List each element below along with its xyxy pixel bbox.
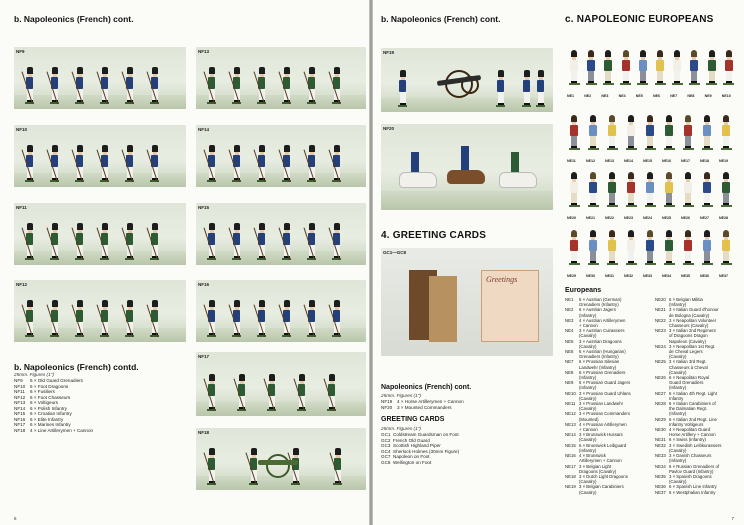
item-code: NE35: [655, 473, 666, 479]
right-page: [373, 0, 744, 525]
product-photo-nf17: [196, 352, 366, 416]
item-text: 6 × Italian 4th Regt. Light: [669, 390, 717, 396]
europeans-list-col2: [655, 297, 721, 495]
european-code-label: NE30: [586, 274, 595, 278]
europeans-list-heading: Europeans: [565, 287, 602, 294]
horse: [499, 172, 537, 188]
european-figure: [642, 115, 658, 155]
item-text: 6 × Polish Infantry: [30, 405, 67, 411]
european-code-label: NE27: [700, 216, 709, 220]
photo-code: GC1—GC8: [383, 250, 407, 255]
item-code: NE10: [565, 390, 576, 396]
item-text: 3 × Danish Chasseurs: [669, 453, 712, 459]
french-cont-heading: Napoleonics (French) cont.: [381, 384, 472, 391]
item-code: NF15: [14, 411, 26, 416]
item-code: NF9: [14, 378, 23, 383]
european-code-label: NE24: [643, 216, 652, 220]
right-folio: 7: [731, 516, 734, 521]
item-text: 6 × Foot Dragoons: [30, 383, 69, 389]
item-code: GC8: [381, 459, 391, 465]
product-photo-nf19: [381, 48, 553, 112]
european-figure: [661, 115, 677, 155]
item-text: 4 × Horse Artillerymen + Cannon: [397, 399, 464, 404]
item-code: NE33: [655, 453, 666, 459]
photo-code: NF18: [198, 430, 210, 435]
item-text: 6 × Voltigeurs: [30, 400, 58, 405]
item-code: NE15: [565, 442, 576, 448]
european-figure: [604, 230, 620, 270]
gc-list: [381, 432, 459, 465]
cannon-barrel: [258, 460, 298, 465]
item-text: Napoleon on Foot: [393, 454, 430, 459]
item-code: NE32: [655, 442, 666, 448]
european-code-label: NE5: [635, 94, 643, 98]
list-item: [381, 405, 464, 411]
item-code: NE22: [655, 317, 666, 323]
item-code: GC2: [381, 437, 391, 443]
left-list-scale: 25mm. Figures (1"): [14, 372, 54, 377]
europeans-list-col1: [565, 297, 631, 495]
left-page-heading: b. Napoleonics (French) cont.: [14, 14, 134, 24]
item-code: NE26: [655, 375, 666, 381]
item-text: (Infantry): [579, 385, 597, 391]
item-text: 6 × Russian Grenadiers of: [669, 463, 720, 469]
item-text: 3 × Belgian Light: [579, 463, 612, 469]
european-code-label: NE28: [719, 216, 728, 220]
product-photo-nf20: [381, 124, 553, 210]
item-text: Guard Grenadiers: [669, 380, 704, 386]
item-code: NF18: [14, 427, 26, 433]
european-code-label: NE2: [584, 94, 592, 98]
european-figure: [642, 172, 658, 212]
european-code-label: NE31: [605, 274, 614, 278]
item-text: 6 × Italian 2nd Regt. Line: [669, 416, 717, 422]
left-product-list: [14, 378, 93, 433]
european-figure: [718, 115, 734, 155]
item-text: (Infantry): [669, 385, 687, 391]
item-text: (Infantry): [579, 375, 597, 381]
item-text: 6 × Croatian Infantry: [30, 411, 72, 416]
item-code: NE8: [565, 369, 574, 375]
item-code: NE16: [565, 453, 576, 459]
european-figure: [604, 115, 620, 155]
item-text: de Cheval Legers: [669, 349, 703, 355]
item-text: 3 × Neapolitan 1st Regt.: [669, 343, 716, 349]
european-code-label: NE37: [719, 274, 728, 278]
item-code: NE21: [655, 307, 666, 313]
european-code-label: NE36: [700, 274, 709, 278]
item-code: NE9: [565, 380, 574, 386]
european-figure: [699, 115, 715, 155]
gc-heading: GREETING CARDS: [381, 416, 445, 423]
item-code: NE11: [565, 401, 576, 407]
item-text: Dragoons (Cavalry): [579, 468, 617, 474]
european-figure: [699, 230, 715, 270]
european-code-label: NE13: [605, 159, 614, 163]
item-text: (Cavalry): [669, 369, 687, 375]
european-figure: [721, 50, 737, 90]
item-text: (Cavalry): [579, 343, 597, 349]
european-figure: [618, 50, 634, 90]
item-text: Pavlov Guard (Infantry): [669, 468, 714, 474]
european-figure: [718, 230, 734, 270]
item-text: 6 × Neapolitan Royal: [669, 375, 710, 381]
right-page-heading-left: b. Napoleonics (French) cont.: [381, 14, 501, 24]
item-code: NE27: [655, 390, 666, 396]
item-code: NE12: [565, 411, 576, 417]
european-code-label: NE26: [681, 216, 690, 220]
item-code: NE6: [565, 349, 574, 355]
european-code-label: NE34: [662, 274, 671, 278]
item-text: (Cavalry): [579, 437, 597, 443]
item-text: 6 × Marines Infantry: [30, 422, 71, 427]
product-photo-nf16: [196, 280, 366, 342]
horse: [399, 172, 437, 188]
list-item: [381, 460, 459, 466]
european-figure: [680, 115, 696, 155]
photo-code: NF20: [383, 126, 395, 131]
european-figure: [566, 230, 582, 270]
figure: [497, 70, 504, 107]
photo-code: NF19: [383, 50, 395, 55]
european-figure: [566, 172, 582, 212]
european-code-label: NE6: [653, 94, 660, 98]
item-text: 6 × Austrian (Hungarian): [579, 349, 626, 355]
item-text: 3 × Neapolitan Volunteer: [669, 317, 717, 323]
item-text: (Infantry): [669, 302, 687, 308]
photo-code: NF13: [198, 49, 210, 54]
item-text: 3 × Italian Guard d'honour: [669, 307, 719, 313]
item-text: (Infantry): [579, 312, 597, 318]
european-code-label: NE11: [567, 159, 576, 163]
left-page: [0, 0, 369, 525]
cannon-wheel: [266, 454, 290, 478]
item-code: NF20: [381, 404, 393, 410]
european-code-label: NE15: [643, 159, 652, 163]
european-figure: [661, 230, 677, 270]
european-figure: [718, 172, 734, 212]
european-code-label: NE19: [719, 159, 728, 163]
item-code: NE14: [565, 432, 576, 438]
figure: [537, 70, 544, 107]
european-figure: [604, 172, 620, 212]
item-text: 6 × Old Guard Grenadiers: [30, 378, 83, 383]
item-text: (Cavalry): [579, 406, 597, 412]
european-code-label: NE12: [586, 159, 595, 163]
item-code: NE37: [655, 489, 666, 495]
rider: [511, 152, 519, 172]
item-text: 3 × Mounted Commanders: [397, 404, 452, 410]
european-code-label: NE1: [567, 94, 574, 98]
item-code: NE7: [565, 359, 574, 365]
item-text: Artillerymen + Cannon: [579, 458, 622, 464]
european-code-label: NE35: [681, 274, 690, 278]
item-code: GC7: [381, 454, 391, 459]
item-text: Napoleon (Cavalry): [669, 338, 707, 344]
product-photo-nf10: [14, 125, 186, 187]
european-code-label: NE7: [670, 94, 678, 98]
item-text: 6 × Fusiliers: [30, 389, 55, 394]
list-item: [565, 490, 631, 495]
photo-code: NF16: [198, 282, 210, 287]
item-code: NE30: [655, 427, 666, 433]
item-text: 6 × Elite Infantry: [30, 416, 64, 422]
european-figure: [566, 50, 582, 90]
european-figure: [642, 230, 658, 270]
item-code: NE24: [655, 343, 666, 349]
item-text: Infantry: [669, 395, 684, 401]
item-code: NF10: [14, 383, 26, 389]
european-code-label: NE14: [624, 159, 633, 163]
european-code-label: NE10: [721, 94, 731, 98]
item-text: 6 × Westphalian Infantry: [669, 489, 716, 495]
item-text: Infantry Voltigeurs: [669, 421, 704, 427]
european-code-label: NE16: [662, 159, 671, 163]
european-code-label: NE21: [586, 216, 595, 220]
item-text: 3 × Prussian Commanders: [579, 411, 630, 417]
left-list-heading: b. Napoleonics (French) contd.: [14, 362, 139, 372]
item-code: NE18: [565, 473, 576, 479]
european-code-label: NE33: [643, 274, 652, 278]
item-text: Horse Artillery + Cannon: [669, 432, 716, 438]
item-text: 4 × Austrian Artillerymen: [579, 317, 626, 323]
photo-code: NF11: [16, 205, 27, 210]
european-figure: [704, 50, 720, 90]
gc-scale: 25mm. Figures (1"): [381, 426, 421, 431]
item-code: NE4: [565, 328, 574, 334]
european-figure: [680, 172, 696, 212]
european-figure: [680, 230, 696, 270]
european-code-label: NE17: [681, 159, 690, 163]
item-text: (Cavalry): [579, 479, 597, 485]
item-text: 4 × Line Artillerymen + Cannon: [30, 427, 94, 433]
item-code: NE20: [655, 297, 666, 302]
item-code: NE5: [565, 338, 574, 344]
card-box: [429, 276, 457, 342]
european-code-label: NE23: [624, 216, 633, 220]
photo-code: NF9: [16, 49, 25, 54]
item-text: Wellington on Foot: [393, 459, 432, 465]
european-figure: [583, 50, 599, 90]
item-text: (Cavalry): [669, 447, 687, 453]
item-text: (Cavalry): [669, 354, 687, 360]
european-code-label: NE25: [662, 216, 671, 220]
photo-code: NF10: [16, 127, 28, 132]
item-code: NE31: [655, 437, 666, 443]
item-text: (Cavalry): [579, 395, 597, 401]
item-code: NE28: [655, 401, 666, 407]
item-text: 3 × Prussian Guard Uhlans: [579, 390, 631, 396]
item-text: 3 × Austrian Cuirassiers: [579, 328, 625, 334]
item-text: 6 × Austrian (German): [579, 297, 622, 302]
item-code: GC1: [381, 432, 391, 437]
item-text: Scottish Highland Piper: [393, 443, 441, 448]
item-code: NF14: [14, 405, 26, 411]
item-code: NE19: [565, 484, 576, 490]
item-text: (Infantry): [669, 458, 687, 464]
figure: [399, 70, 406, 107]
item-text: Chasseurs à Cheval: [669, 364, 708, 370]
item-text: 3 × Spanish Dragoons: [669, 473, 712, 479]
item-code: GC3: [381, 443, 391, 448]
item-text: Landwehr (Infantry): [579, 364, 617, 370]
item-text: 6 × Belgian Militia: [669, 297, 703, 302]
greeting-cards-photo: [381, 248, 553, 356]
item-text: (Infantry): [669, 411, 687, 417]
greeting-card-title: Greetings: [486, 275, 518, 284]
european-figure: [699, 172, 715, 212]
item-text: 3 × Austrian Dragoons: [579, 338, 622, 344]
product-photo-nf18: [196, 428, 366, 490]
photo-code: NF17: [198, 354, 210, 359]
europeans-heading: c. NAPOLEONIC EUROPEANS: [565, 14, 714, 25]
product-photo-nf9: [14, 47, 186, 109]
item-code: NE3: [565, 317, 574, 323]
item-code: NE17: [565, 463, 576, 469]
product-photo-nf14: [196, 125, 366, 187]
item-text: + Cannon: [579, 323, 598, 329]
item-code: NF16: [14, 416, 26, 422]
photo-code: NF14: [198, 127, 210, 132]
european-code-label: NE4: [618, 94, 626, 98]
item-text: 3 × Italian 2nd Regiment: [669, 328, 716, 334]
item-code: NE13: [565, 421, 576, 427]
item-text: (Mounted): [579, 416, 599, 422]
rider: [411, 152, 419, 172]
item-text: 4 × Neapolitan Guard: [669, 427, 710, 433]
item-text: 6 × Spanish Line Infantry: [669, 484, 717, 490]
item-text: de Bologna (Cavalry): [669, 312, 710, 318]
european-figure: [585, 172, 601, 212]
european-code-label: NE20: [567, 216, 576, 220]
european-code-label: NE3: [601, 94, 609, 98]
european-figure: [669, 50, 685, 90]
item-text: 3 × Italian 3rd Regt.: [669, 359, 707, 365]
photo-code: NF15: [198, 205, 210, 210]
item-text: Grenadiers (Infantry): [579, 354, 619, 360]
european-code-label: NE22: [605, 216, 614, 220]
european-figure: [585, 230, 601, 270]
european-code-label: NE8: [687, 94, 695, 98]
european-figure: [686, 50, 702, 90]
item-text: Grenadiers (Infantry): [579, 302, 619, 308]
european-figure: [635, 50, 651, 90]
european-figure: [623, 172, 639, 212]
european-figure: [566, 115, 582, 155]
item-text: 6 × Austrian Jagers: [579, 307, 616, 313]
european-code-label: NE29: [567, 274, 576, 278]
item-text: French Old Guard: [393, 437, 430, 443]
item-code: NF17: [14, 422, 26, 427]
item-text: 6 × Prussian Grenadiers: [579, 369, 626, 375]
french-cont-scale: 25mm. Figures (1"): [381, 393, 421, 398]
european-code-label: NE9: [704, 94, 712, 98]
french-cont-list: [381, 399, 464, 410]
european-figure: [585, 115, 601, 155]
european-figure: [652, 50, 668, 90]
item-text: 3 × Prussian Landwehr: [579, 401, 624, 407]
item-text: 6 × Italian Carabiniers of: [669, 401, 716, 407]
european-figure: [661, 172, 677, 212]
item-code: NE36: [655, 484, 666, 490]
item-code: NF11: [14, 389, 25, 394]
item-text: 3 × Dutch Light Dragoons: [579, 473, 628, 479]
product-photo-nf15: [196, 203, 366, 265]
item-text: (Cavalry): [669, 479, 687, 485]
item-code: NF19: [381, 399, 393, 404]
product-photo-nf11: [14, 203, 186, 265]
list-item: [14, 428, 93, 434]
item-text: 3 × Belgian Carabiniers: [579, 484, 624, 490]
item-text: the Dalmatian Regt.: [669, 406, 707, 412]
european-figure: [623, 230, 639, 270]
item-code: NE2: [565, 307, 574, 313]
item-code: GC4: [381, 448, 391, 454]
item-text: Coldstream Guardsman on Foot: [393, 432, 459, 437]
rider: [461, 146, 469, 170]
item-code: NE25: [655, 359, 666, 365]
item-text: + Cannon: [579, 427, 598, 433]
european-figure: [623, 115, 639, 155]
product-photo-nf13: [196, 47, 366, 109]
item-text: 6 × Swiss (Infantry): [669, 437, 706, 443]
item-text: (Cavalry): [579, 333, 597, 339]
greeting-cards-heading: 4. GREETING CARDS: [381, 230, 487, 241]
list-item: [655, 490, 721, 495]
item-code: NE23: [655, 328, 666, 334]
item-text: 4 × Brunswick: [579, 453, 606, 459]
item-code: [565, 490, 579, 495]
item-text: 3 × Swedish Leibkurassiers: [669, 442, 722, 448]
figure: [523, 70, 530, 107]
european-code-label: NE18: [700, 159, 709, 163]
item-text: 6 × Prussian Silesian: [579, 359, 620, 365]
product-photo-nf12: [14, 280, 186, 342]
item-text: Sherlock Holmes (30mm Figure): [393, 448, 460, 454]
item-text: 6 × Foot Chasseurs: [30, 394, 71, 400]
item-code: NE1: [565, 297, 574, 302]
item-code: NF12: [14, 394, 26, 400]
item-text: 4 × Prussian Artillerymen: [579, 421, 627, 427]
european-code-label: NE32: [624, 274, 633, 278]
item-code: NF13: [14, 400, 26, 405]
item-text: (Cavalry): [579, 489, 597, 495]
item-text: 6 × Brunswick Leibguard: [579, 442, 627, 448]
item-text: 3 × Brunswick Hussars: [579, 432, 623, 438]
greeting-card: [481, 270, 539, 342]
item-code: NE34: [655, 463, 666, 469]
item-text: Chasseurs (Cavalry): [669, 323, 709, 329]
item-code: NE29: [655, 416, 666, 422]
item-text: 6 × Prussian Guard Jagers: [579, 380, 631, 386]
horse: [447, 170, 485, 184]
european-figure: [600, 50, 616, 90]
left-folio: 6: [14, 516, 17, 521]
item-text: of Dragoons Dragon: [669, 333, 708, 339]
item-text: (Infantry): [579, 447, 597, 453]
photo-code: NF12: [16, 282, 28, 287]
